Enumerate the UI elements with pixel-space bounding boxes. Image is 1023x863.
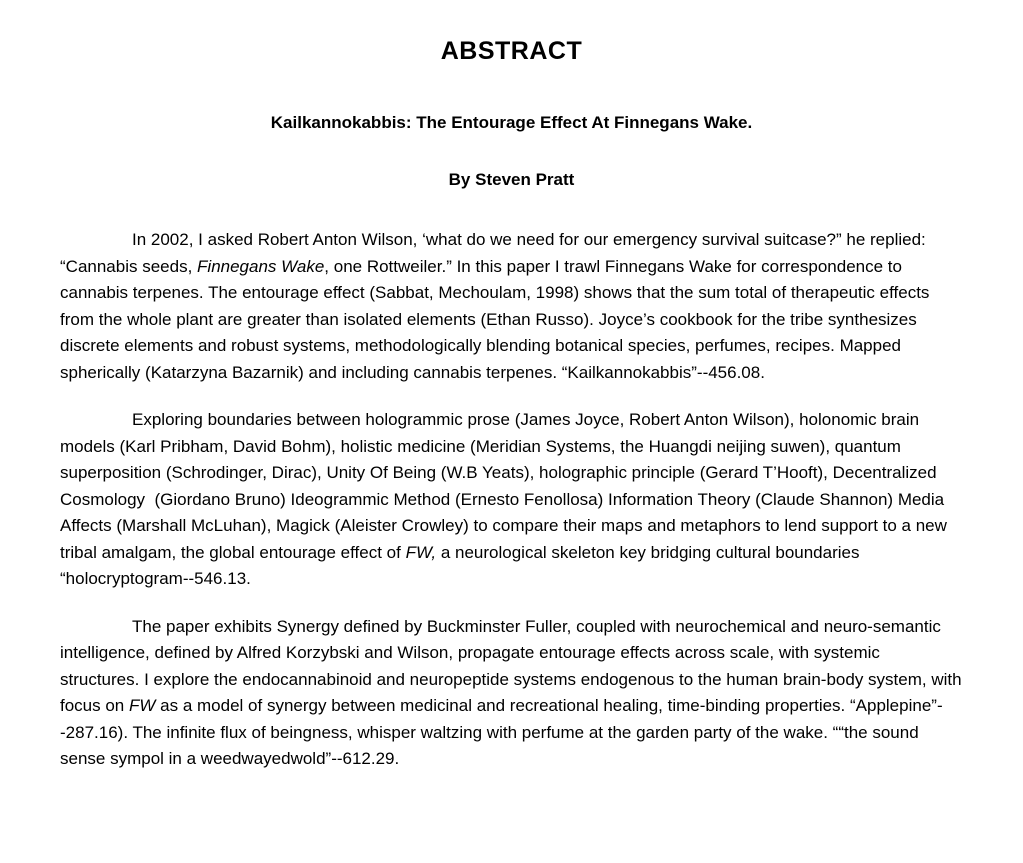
abstract-heading: ABSTRACT bbox=[440, 37, 583, 65]
paragraph bbox=[60, 614, 967, 773]
text-run: The paper exhibits Synergy defined by Buckminster Fuller, coupled with neurochemical and neuro-semantic intelligence, defined by Alfred Korzybski and Wilson, propagate entourage effects across scale, with systemic structures. I explore the endocannabinoid and neuropeptide systems endogenous to the human brain-body system, with focus on bbox=[60, 616, 967, 715]
text-run: as a model of synergy between medicinal and recreational healing, time-binding properties. “Applepine”--287.16). The infinite flux of beingness, whisper waltzing with perfume at the garden party of the wake. ““the sound sense sympol in a weedwayedwold”--612.29. bbox=[60, 696, 943, 768]
text-run: , one Rottweiler.” In this paper I trawl Finnegans Wake for correspondence to cannabis terpenes. The entourage effect (Sabbat, Mechoulam, 1998) shows that the sum total of therapeutic effects from the whole plant are greater than isolated elements (Ethan Russo). Joyce’s cookbook for the tribe synthesizes discrete elements and robust systems, methodologically blending botanical species, perfumes, recipes. Mapped spherically (Katarzyna Bazarnik) and including cannabis terpenes. “Kailkannokabbis”--456.08. bbox=[60, 256, 935, 382]
paper-title: Kailkannokabbis: The Entourage Effect At Finnegans Wake. bbox=[270, 113, 753, 132]
byline: By Steven Pratt bbox=[448, 170, 575, 189]
text-run: Exploring boundaries between hologrammic prose (James Joyce, Robert Anton Wilson), holonomic brain models (Karl Pribham, David Bohm), holistic medicine (Meridian Systems, the Huangdi neijing suwen), quantum superposition (Schrodinger, Dirac), Unity Of Being (W.B Yeats), holographic principle (Gerard T’Hooft), Decentralized Cosmology (Giordano Bruno) Ideogrammic Method (Ernesto Fenollosa) Information Theory (Claude Shannon) Media Affects (Marshall McLuhan), Magick (Aleister Crowley) to compare their maps and metaphors to lend support to a new tribal amalgam, the global entourage effect of bbox=[60, 410, 952, 562]
italic-text-run: Finnegans Wake bbox=[197, 256, 325, 276]
italic-text-run: FW bbox=[129, 696, 156, 715]
abstract-body bbox=[60, 227, 967, 773]
italic-text-run: FW, bbox=[405, 542, 437, 562]
text-run: a neurological skeleton key bridging cultural boundaries “holocryptogram--546.13. bbox=[60, 542, 865, 588]
paragraph bbox=[60, 407, 963, 593]
paragraph bbox=[60, 227, 963, 386]
text-run: In 2002, I asked Robert Anton Wilson, ‘what do we need for our emergency survival suitcase?” he replied: “Cannabis seeds, bbox=[60, 230, 931, 276]
